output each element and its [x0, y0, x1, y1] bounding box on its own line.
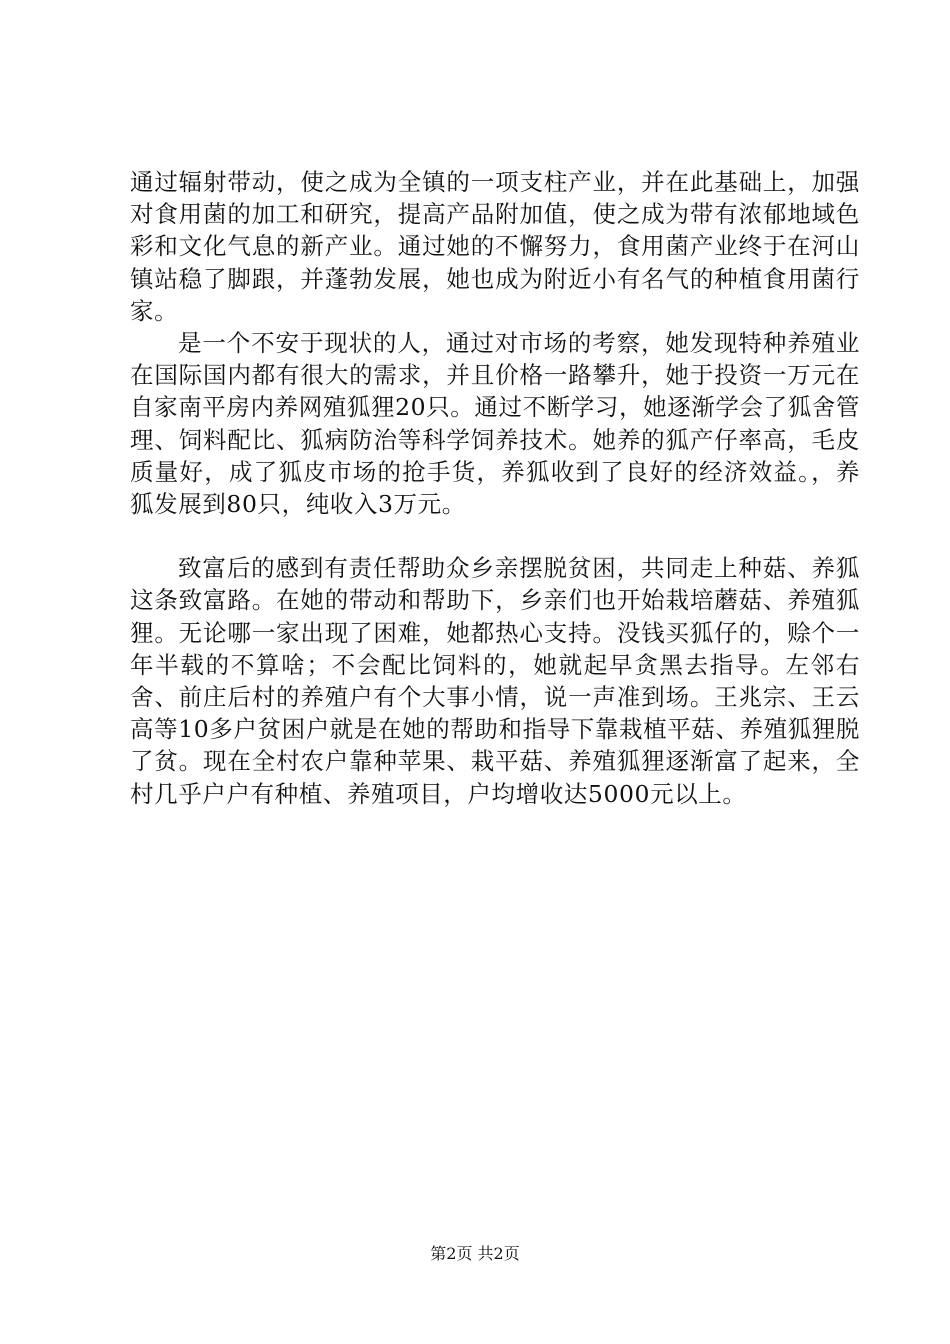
paragraph-2: 是一个不安于现状的人，通过对市场的考察，她发现特种养殖业在国际国内都有很大的需求，并且价格一路攀升，她于投资一万元在自家南平房内养网殖狐狸20只。通过不断学习，她逐渐学会了狐舍管理、饲料配比、狐病防治等科学饲养技术。她养的狐产仔率高，毛皮质量好，成了狐皮市场的抢手货，养狐收到了良好的经济效益。，养狐发展到80只，纯收入3万元。: [130, 329, 861, 519]
document-body: [130, 166, 860, 810]
paragraph-1: 通过辐射带动，使之成为全镇的一项支柱产业，并在此基础上，加强对食用菌的加工和研究，提高产品附加值，使之成为带有浓郁地域色彩和文化气息的新产业。通过她的不懈努力，食用菌产业终于在河山镇站稳了脚跟，并蓬勃发展，她也成为附近小有名气的种植食用菌行家。: [130, 168, 860, 325]
paragraph-3: 致富后的感到有责任帮助众乡亲摆脱贫困，共同走上种菇、养狐这条致富路。在她的带动和帮助下，乡亲们也开始栽培蘑菇、养殖狐狸。无论哪一家出现了困难，她都热心支持。没钱买狐仔的，赊个一年半载的不算啥；不会配比饲料的，她就起早贪黑去指导。左邻右舍、前庄后村的养殖户有个大事小情，说一声准到场。王兆宗、王云高等10多户贫困户就是在她的帮助和指导下靠栽植平菇、养殖狐狸脱了贫。现在全村农户靠种苹果、栽平菇、养殖狐狸逐渐富了起来，全村几乎户户有种植、养殖项目，户均增收达5000元以上。: [130, 554, 861, 808]
page-number-footer: 第2页 共2页: [430, 1244, 520, 1263]
